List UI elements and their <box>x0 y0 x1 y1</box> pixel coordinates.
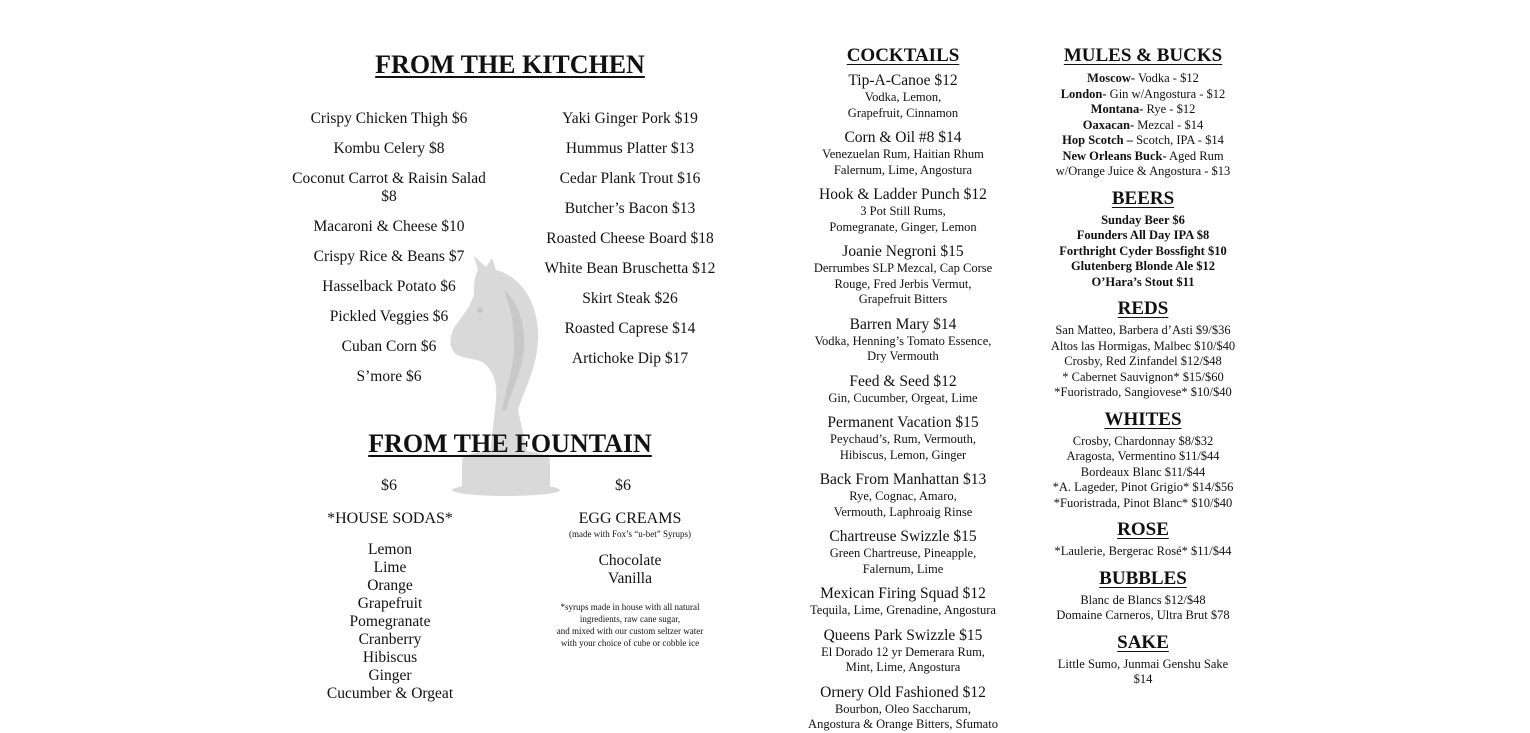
mules-heading: MULES & BUCKS <box>1063 45 1223 66</box>
bubbles-list <box>1038 593 1248 624</box>
wine-item: *A. Lageder, Pinot Grigio* $14/$56 <box>1052 480 1234 494</box>
mule-desc: Rye - $12 <box>1143 102 1196 116</box>
wine-item: San Matteo, Barbera d’Asti $9/$36 <box>1055 323 1231 337</box>
sake-item: $14 <box>1133 672 1153 686</box>
wine-item: Aragosta, Vermentino $11/$44 <box>1066 449 1220 463</box>
mule-item <box>1038 149 1248 165</box>
sake-heading: SAKE <box>1117 631 1169 653</box>
beer-item: Glutenberg Blonde Ale $12 <box>1070 259 1216 273</box>
cocktail-item <box>797 186 1009 235</box>
wine-item: Crosby, Chardonnay $8/$32 <box>1072 433 1214 448</box>
cocktail-ingredients: 3 Pot Still Rums, <box>860 204 946 218</box>
wine-item: Altos las Hormigas, Malbec $10/$40 <box>1050 338 1236 353</box>
cocktail-ingredients: Derrumbes SLP Mezcal, Cap Corse <box>813 261 993 275</box>
note-line: with your choice of cube or cobble ice <box>560 638 700 648</box>
house-sodas-list <box>290 541 490 703</box>
menu-item: Roasted Caprese $14 <box>564 320 696 337</box>
wine-item: *Fuoristrada, Pinot Blanc* $10/$40 <box>1053 495 1233 510</box>
mule-desc: w/Orange Juice & Angostura - $13 <box>1055 164 1231 178</box>
cocktail-ingredients: Tequila, Lime, Grenadine, Angostura <box>810 603 996 617</box>
rose-heading: ROSE <box>1117 519 1169 540</box>
cocktail-ingredients: Vermouth, Laphroaig Rinse <box>833 504 973 519</box>
cocktail-item <box>797 72 1009 121</box>
note-line: *syrups made in house with all natural <box>560 602 700 612</box>
soda-flavor: Lime <box>373 559 407 576</box>
cocktail-item <box>797 129 1009 178</box>
menu-item: Skirt Steak $26 <box>582 290 678 307</box>
soda-flavor: Grapefruit <box>357 595 423 612</box>
egg-creams-subtitle: (made with Fox’s “u-bet” Syrups) <box>569 529 691 539</box>
menu-item: Crispy Chicken Thigh $6 <box>310 110 468 127</box>
beer-item: Forthright Cyder Bossfight $10 <box>1059 243 1227 258</box>
wine-item: Bordeaux Blanc $11/$44 <box>1080 464 1206 479</box>
cocktail-ingredients: Mint, Lime, Angostura <box>845 660 961 674</box>
mule-item <box>1038 87 1248 103</box>
cocktail-item <box>797 684 1009 733</box>
beers-list <box>1038 213 1248 291</box>
mule-item <box>1038 164 1248 180</box>
cocktail-name: Mexican Firing Squad $12 <box>820 585 986 602</box>
cocktail-name: Joanie Negroni $15 <box>842 243 964 260</box>
rose-list <box>1038 544 1248 560</box>
menu-item: Kombu Celery $8 <box>333 140 445 157</box>
cocktail-item <box>797 585 1009 619</box>
cocktail-ingredients: Hibiscus, Lemon, Ginger <box>839 447 967 462</box>
menu-item: Cuban Corn $6 <box>341 338 437 355</box>
wine-item: * Cabernet Sauvignon* $15/$60 <box>1062 369 1224 384</box>
menu-item: Hummus Platter $13 <box>565 140 695 157</box>
cocktail-item <box>797 627 1009 676</box>
whites-list <box>1038 434 1248 512</box>
cocktail-name: Tip-A-Canoe $12 <box>848 72 958 89</box>
soda-flavor: Lemon <box>368 541 412 558</box>
whites-heading: WHITES <box>1104 408 1182 430</box>
menu-item: S’more $6 <box>356 368 422 385</box>
kitchen-left-list <box>285 110 493 398</box>
egg-creams-title: EGG CREAMS <box>578 510 682 527</box>
soda-flavor: Ginger <box>368 667 412 684</box>
cocktail-item <box>797 316 1009 365</box>
cocktail-ingredients: Peychaud’s, Rum, Vermouth, <box>830 432 976 446</box>
menu-item: White Bean Bruschetta $12 <box>544 260 716 277</box>
cocktail-ingredients: Vodka, Lemon, <box>864 90 942 104</box>
mule-desc: Vodka - $12 <box>1135 71 1199 85</box>
house-sodas-section <box>290 510 490 703</box>
kitchen-right-list <box>525 110 735 380</box>
cocktail-item <box>797 373 1009 407</box>
cocktail-name: Back From Manhattan $13 <box>819 471 987 488</box>
cocktail-ingredients: Bourbon, Oleo Saccharum, <box>834 701 972 716</box>
menu-item: Pickled Veggies $6 <box>329 308 449 325</box>
cocktail-item <box>797 243 1009 308</box>
mule-name: Oaxacan- <box>1082 117 1135 132</box>
drinks-right-column <box>1038 45 1248 688</box>
egg-cream-flavor: Vanilla <box>608 570 652 587</box>
beer-item: Founders All Day IPA $8 <box>1076 228 1210 242</box>
mule-item <box>1038 71 1248 87</box>
beer-item: Sunday Beer $6 <box>1101 212 1185 227</box>
sake-list <box>1038 657 1248 688</box>
menu-item: Macaroni & Cheese $10 <box>313 218 465 235</box>
cocktail-name: Ornery Old Fashioned $12 <box>820 683 986 701</box>
mule-desc: Gin w/Angostura - $12 <box>1106 86 1226 101</box>
cocktail-ingredients: Vodka, Henning’s Tomato Essence, <box>814 333 992 348</box>
egg-creams-section <box>530 510 730 649</box>
cocktail-ingredients: Rye, Cognac, Amaro, <box>849 489 957 503</box>
cocktail-item <box>797 471 1009 520</box>
menu-item: Cedar Plank Trout $16 <box>559 170 701 187</box>
wine-item: Blanc de Blancs $12/$48 <box>1080 592 1206 607</box>
egg-cream-flavor: Chocolate <box>598 552 662 569</box>
cocktail-name: Queens Park Swizzle $15 <box>823 626 983 644</box>
cocktail-ingredients: Falernum, Lime <box>862 561 944 576</box>
mule-name: London- <box>1060 86 1107 101</box>
menu-item: Coconut Carrot & Raisin Salad $8 <box>292 170 486 205</box>
cocktail-ingredients: Angostura & Orange Bitters, Sfumato <box>808 717 998 731</box>
mule-item <box>1038 133 1248 149</box>
menu-item: Artichoke Dip $17 <box>571 350 689 367</box>
mule-desc: Scotch, IPA - $14 <box>1132 133 1224 147</box>
house-sodas-title: *HOUSE SODAS* <box>327 510 453 527</box>
cocktail-name: Feed & Seed $12 <box>849 372 957 390</box>
cocktail-item <box>797 528 1009 577</box>
cocktail-item <box>797 414 1009 463</box>
mule-name: New Orleans Buck- <box>1062 148 1167 163</box>
cocktail-name: Permanent Vacation $15 <box>827 414 979 431</box>
soda-flavor: Cranberry <box>358 631 422 648</box>
wine-item: Crosby, Red Zinfandel $12/$48 <box>1064 354 1222 368</box>
soda-flavor: Orange <box>367 577 413 594</box>
cocktail-ingredients: Pomegranate, Ginger, Lemon <box>829 219 977 234</box>
beers-heading: BEERS <box>1111 187 1175 209</box>
soda-flavor: Pomegranate <box>349 613 431 630</box>
wine-item: Domaine Carneros, Ultra Brut $78 <box>1056 608 1230 622</box>
sake-item: Little Sumo, Junmai Genshu Sake <box>1057 656 1229 671</box>
kitchen-heading: FROM THE KITCHEN <box>375 50 645 79</box>
mule-name: Moscow- <box>1087 71 1136 85</box>
cocktails-heading: COCKTAILS <box>846 45 960 66</box>
mule-desc: Aged Rum <box>1166 148 1224 163</box>
egg-creams-list <box>530 552 730 588</box>
reds-list <box>1038 323 1248 401</box>
cocktails-section <box>797 45 1009 733</box>
cocktail-ingredients: Green Chartreuse, Pineapple, <box>829 546 977 560</box>
note-line: and mixed with our custom seltzer water <box>556 626 704 636</box>
syrup-note <box>530 601 730 649</box>
menu-item: Roasted Cheese Board $18 <box>546 230 714 247</box>
note-line: ingredients, raw cane sugar, <box>579 614 681 624</box>
wine-item: *Fuoristrado, Sangiovese* $10/$40 <box>1054 385 1232 399</box>
cocktail-ingredients: Dry Vermouth <box>867 349 939 363</box>
egg-creams-price: $6 <box>615 477 631 494</box>
fountain-heading: FROM THE FOUNTAIN <box>368 429 652 458</box>
mule-name: Hop Scotch – <box>1062 133 1133 147</box>
bubbles-heading: BUBBLES <box>1099 567 1187 589</box>
cocktail-name: Hook & Ladder Punch $12 <box>819 186 987 203</box>
menu-item: Butcher’s Bacon $13 <box>564 200 696 217</box>
menu-item: Yaki Ginger Pork $19 <box>562 110 698 127</box>
mule-desc: Mezcal - $14 <box>1134 117 1204 132</box>
mule-item <box>1038 102 1248 118</box>
cocktail-ingredients: El Dorado 12 yr Demerara Rum, <box>821 644 985 659</box>
beer-item: O’Hara’s Stout $11 <box>1091 274 1195 289</box>
cocktail-ingredients: Venezuelan Rum, Haitian Rhum <box>822 147 984 161</box>
soda-flavor: Hibiscus <box>362 649 418 666</box>
mule-name: Montana- <box>1090 102 1144 116</box>
reds-heading: REDS <box>1117 298 1169 319</box>
cocktail-name: Chartreuse Swizzle $15 <box>829 528 977 545</box>
cocktail-ingredients: Grapefruit, Cinnamon <box>847 105 959 120</box>
cocktail-name: Corn & Oil #8 $14 <box>844 129 962 146</box>
mule-item <box>1038 118 1248 134</box>
mules-list <box>1038 71 1248 180</box>
cocktail-ingredients: Gin, Cucumber, Orgeat, Lime <box>828 390 978 405</box>
menu-item: Crispy Rice & Beans $7 <box>313 248 465 265</box>
soda-flavor: Cucumber & Orgeat <box>326 685 454 702</box>
house-sodas-price: $6 <box>381 477 397 494</box>
cocktail-ingredients: Falernum, Lime, Angostura <box>833 162 973 177</box>
menu-item: Hasselback Potato $6 <box>322 278 456 295</box>
wine-item: *Laulerie, Bergerac Rosé* $11/$44 <box>1054 544 1232 558</box>
cocktail-name: Barren Mary $14 <box>849 315 957 333</box>
cocktail-ingredients: Grapefruit Bitters <box>858 292 948 306</box>
cocktail-ingredients: Rouge, Fred Jerbis Vermut, <box>834 276 972 291</box>
